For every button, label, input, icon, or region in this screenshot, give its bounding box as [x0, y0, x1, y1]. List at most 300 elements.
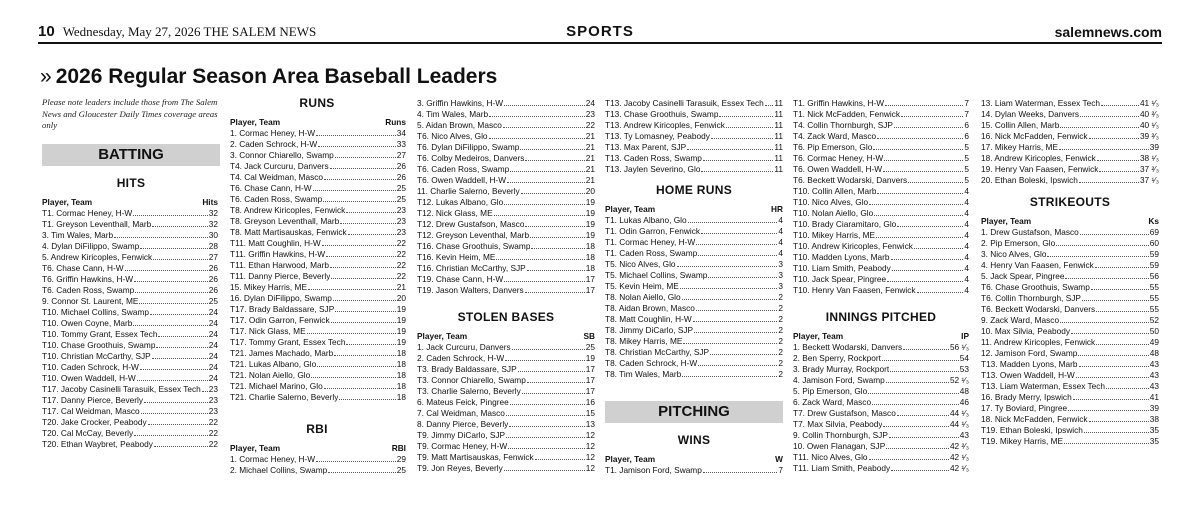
page-title — [40, 64, 497, 90]
rbi_cont-row — [417, 98, 595, 109]
headline-chevron: » — [40, 65, 52, 88]
stat-value: 37 ²⁄₃ — [1139, 164, 1159, 174]
player-team: 5. Andrew Kiricoples, Fenwick — [42, 252, 153, 262]
innings_cont-row — [981, 109, 1159, 120]
rbi_cont-row — [417, 263, 595, 274]
dot-leader — [333, 293, 396, 301]
dot-leader — [504, 463, 585, 471]
wins_cont-row — [793, 263, 969, 274]
dot-leader — [525, 153, 584, 161]
player-team: T8. Greyson Leventhall, Marb — [230, 216, 340, 226]
dot-leader — [510, 397, 585, 405]
dot-leader — [489, 109, 585, 117]
player-team: 9. Connor St. Laurent, ME — [42, 296, 139, 306]
stat-value: 19 — [585, 230, 595, 240]
player-team: 17. Ty Boviard, Pingree — [981, 403, 1068, 413]
stat-value: 19 — [396, 315, 406, 325]
strikeouts-row — [981, 249, 1159, 260]
innings-row — [793, 375, 969, 386]
dot-leader — [331, 315, 396, 323]
dot-leader — [1056, 238, 1149, 246]
dot-leader — [331, 271, 395, 279]
stat-value: 38 ¹⁄₃ — [1139, 153, 1159, 163]
dot-leader — [891, 463, 949, 471]
stat-value: 38 — [1149, 414, 1159, 424]
player-team: 5. Pip Emerson, Glo — [793, 386, 868, 396]
player-team: T6. Dylan DiFilippo, Swamp — [417, 142, 520, 152]
dot-leader — [897, 408, 949, 416]
player-team: 15. Collin Allen, Marb — [981, 120, 1060, 130]
dot-leader — [889, 430, 959, 438]
dot-leader — [340, 216, 395, 224]
dot-leader — [1080, 227, 1149, 235]
player-team: T1. Odin Garron, Fenwick — [605, 226, 700, 236]
player-team: T19. Jason Walters, Danvers — [417, 285, 524, 295]
stat-value: 11 — [774, 142, 783, 152]
dot-leader — [1089, 131, 1139, 139]
stat-value: 19 — [585, 219, 595, 229]
strikeouts-row — [981, 282, 1159, 293]
stat-value: 5 — [964, 175, 969, 185]
stolen_bases-row — [417, 419, 595, 430]
stat-value: 12 — [585, 441, 595, 451]
player-team: T11. Liam Smith, Peabody — [793, 463, 891, 473]
dot-leader — [316, 128, 396, 136]
strikeouts-row — [981, 271, 1159, 282]
dot-leader — [726, 120, 773, 128]
home_runs-row — [605, 215, 783, 226]
hits-header-row — [42, 197, 218, 208]
stat-value: 2 — [778, 369, 783, 379]
player-team: T12. Nick Glass, ME — [417, 208, 493, 218]
dot-leader — [719, 109, 773, 117]
player-team: T6. Beckett Wodarski, Danvers — [981, 304, 1096, 314]
dot-leader — [154, 439, 208, 447]
rbi-title: RBI — [306, 422, 328, 436]
player-team: 4. Tim Wales, Marb — [417, 109, 489, 119]
player-team: 2. Ben Sperry, Rockport — [793, 353, 881, 363]
stat-value: 52 — [1149, 315, 1159, 325]
sb_cont-row — [605, 164, 783, 175]
dot-leader — [317, 359, 396, 367]
player-team: T1. Lukas Albano, Glo — [605, 215, 687, 225]
player-team: T6. Owen Waddell, H-W — [793, 164, 883, 174]
stolen-bases-title: STOLEN BASES — [457, 310, 555, 324]
strikeouts-row — [981, 326, 1159, 337]
player-team: T13. Max Parent, SJP — [605, 142, 687, 152]
stat-value: 54 — [959, 353, 969, 363]
stat-value: 43 — [959, 430, 969, 440]
dot-leader — [134, 274, 208, 282]
player-team: T10. Christian McCarthy, SJP — [42, 351, 151, 361]
dot-leader — [504, 274, 585, 282]
player-team: T6. Beckett Wodarski, Danvers — [793, 175, 908, 185]
strikeouts-row — [981, 425, 1159, 436]
dot-leader — [703, 465, 778, 473]
stolen_bases-row — [417, 375, 595, 386]
player-team: T13. Ty Lomasney, Peabody — [605, 131, 710, 141]
stat-value: 4 — [964, 241, 969, 251]
dot-leader — [335, 304, 396, 312]
player-team: 4. Henry Van Faasen, Fenwick — [981, 260, 1094, 270]
player-team: T10. Tommy Grant, Essex Tech — [42, 329, 158, 339]
player-team: T5. Nico Alves, Glo — [605, 259, 676, 269]
hits-row — [42, 428, 218, 439]
stat-value: 24 — [585, 98, 595, 108]
dot-leader — [869, 452, 949, 460]
player-team: 18. Nick McFadden, Fenwick — [981, 414, 1088, 424]
hits-row — [42, 307, 218, 318]
player-team: T13. Caden Ross, Swamp — [605, 153, 702, 163]
sb_cont-row — [605, 120, 783, 131]
hits-row — [42, 417, 218, 428]
stat-value: 50 — [1149, 326, 1159, 336]
header-player-team: Player, Team — [605, 204, 656, 214]
wins_cont-row — [793, 131, 969, 142]
dot-leader — [527, 263, 585, 271]
wins_cont-row — [793, 98, 969, 109]
dot-leader — [489, 131, 585, 139]
stat-value: 7 — [778, 465, 783, 475]
stat-value: 2 — [778, 358, 783, 368]
header-spacer — [655, 204, 771, 215]
dot-leader — [330, 161, 396, 169]
section-label: SPORTS — [566, 23, 634, 40]
innings_cont-row — [981, 120, 1159, 131]
dot-leader — [876, 230, 963, 238]
dot-leader — [148, 417, 208, 425]
dot-leader — [891, 252, 964, 260]
stat-value: 48 — [959, 386, 969, 396]
innings-row — [793, 386, 969, 397]
sb_cont-row — [605, 153, 783, 164]
header-stat: RBI — [391, 443, 406, 453]
player-team: T17. Tommy Grant, Essex Tech — [230, 337, 346, 347]
player-team: 2. Michael Collins, Swamp — [230, 465, 328, 475]
dot-leader — [509, 419, 584, 427]
stat-value: 21 — [585, 153, 595, 163]
home_runs-header-row — [605, 204, 783, 215]
runs-row — [230, 348, 406, 359]
player-team: T19. Chase Cann, H-W — [417, 274, 504, 284]
runs-row — [230, 172, 406, 183]
stat-value: 39 ²⁄₃ — [1139, 131, 1159, 141]
innings_cont-row — [981, 175, 1159, 186]
dot-leader — [698, 248, 777, 256]
dot-leader — [680, 281, 778, 289]
innings-row — [793, 441, 969, 452]
rbi_cont-row — [417, 131, 595, 142]
player-team: T8. Caden Schrock, H-W — [605, 358, 698, 368]
dot-leader — [872, 397, 959, 405]
player-team: T8. Nolan Aiello, Glo — [605, 292, 681, 302]
dot-leader — [894, 120, 963, 128]
stat-value: 23 — [396, 205, 406, 215]
dot-leader — [1071, 326, 1149, 334]
player-team: 17. Mikey Harris, ME — [981, 142, 1058, 152]
stat-value: 4 — [964, 252, 969, 262]
dot-leader — [883, 419, 948, 427]
dot-leader — [682, 292, 778, 300]
stat-value: 49 — [1149, 337, 1159, 347]
rbi_cont-row — [417, 109, 595, 120]
stat-value: 17 — [585, 274, 595, 284]
stat-value: 21 — [585, 131, 595, 141]
dot-leader — [520, 142, 584, 150]
player-team: T21. Charlie Salerno, Beverly — [230, 392, 339, 402]
player-team: 2. Caden Schrock, H-W — [417, 353, 505, 363]
stat-value: 25 — [208, 296, 218, 306]
rbi-row — [230, 454, 406, 465]
stat-value: 33 — [396, 139, 406, 149]
dot-leader — [696, 237, 777, 245]
hits-row — [42, 296, 218, 307]
stat-value: 11 — [774, 120, 783, 130]
player-team: T9. Matt Martisauskas, Fenwick — [417, 452, 534, 462]
innings_cont-row — [981, 153, 1159, 164]
stat-value: 4 — [964, 230, 969, 240]
player-team: T6. Caden Ross, Swamp — [42, 285, 135, 295]
stat-value: 17 — [585, 285, 595, 295]
wins_cont-row — [793, 164, 969, 175]
player-team: T8. Aidan Brown, Masco — [605, 303, 695, 313]
rbi_cont-row — [417, 230, 595, 241]
dot-leader — [522, 386, 585, 394]
rbi_cont-row — [417, 153, 595, 164]
header-spacer — [280, 117, 385, 128]
stolen_bases-row — [417, 430, 595, 441]
stat-value: 44 ¹⁄₃ — [949, 419, 969, 429]
stat-value: 19 — [585, 353, 595, 363]
header-spacer — [92, 197, 202, 208]
home_runs-row — [605, 237, 783, 248]
stat-value: 18 — [396, 381, 406, 391]
stat-value: 29 — [396, 454, 406, 464]
dot-leader — [323, 194, 396, 202]
header-player-team: Player, Team — [417, 331, 468, 341]
player-team: T10. Mikey Harris, ME — [793, 230, 876, 240]
dot-leader — [152, 219, 207, 227]
strikeouts-row — [981, 315, 1159, 326]
dot-leader — [1047, 249, 1148, 257]
stat-value: 2 — [778, 303, 783, 313]
player-team: T13. Jaylen Severino, Glo — [605, 164, 701, 174]
player-team: T13. Owen Waddell, H-W — [981, 370, 1075, 380]
player-team: T6. Pip Emerson, Glo — [793, 142, 873, 152]
player-team: T3. Brady Baldassare, SJP — [417, 364, 517, 374]
stat-value: 22 — [396, 249, 406, 259]
player-team: 4. Dylan DiFilippo, Swamp — [42, 241, 140, 251]
rbi_cont-row — [417, 164, 595, 175]
dot-leader — [133, 318, 207, 326]
stat-value: 60 — [1149, 238, 1159, 248]
home_runs-row — [605, 270, 783, 281]
stat-value: 4 — [778, 237, 783, 247]
stat-value: 21 — [396, 282, 406, 292]
player-team: T13. Liam Waterman, Essex Tech — [981, 381, 1106, 391]
wins_cont-row — [793, 175, 969, 186]
player-team: T8. Christian McCarthy, SJP — [605, 347, 710, 357]
stat-value: 37 ¹⁄₃ — [1139, 175, 1159, 185]
player-team: 1. Drew Gustafson, Masco — [981, 227, 1079, 237]
player-team: T10. Andrew Kiricoples, Fenwick — [793, 241, 913, 251]
player-team: 1. Cormac Heney, H-W — [230, 128, 316, 138]
dot-leader — [908, 175, 963, 183]
rbi_cont-row — [417, 285, 595, 296]
stat-value: 27 — [396, 150, 406, 160]
hits-row — [42, 230, 218, 241]
wins_cont-row — [793, 241, 969, 252]
dot-leader — [141, 406, 208, 414]
dot-leader — [688, 215, 778, 223]
dot-leader — [1064, 436, 1149, 444]
player-team: T8. Matt Martisauskas, Fenwick — [230, 227, 347, 237]
dot-leader — [518, 364, 585, 372]
dot-leader — [334, 348, 395, 356]
player-team: T6. Griffin Hawkins, H-W — [42, 274, 134, 284]
stat-value: 2 — [778, 336, 783, 346]
hits-row — [42, 252, 218, 263]
rbi_cont-row — [417, 241, 595, 252]
wins_cont-row — [793, 197, 969, 208]
header-stat: W — [775, 454, 783, 464]
stat-value: 23 — [585, 109, 595, 119]
stat-value: 22 — [208, 417, 218, 427]
dot-leader — [683, 336, 777, 344]
stat-value: 5 — [964, 153, 969, 163]
strikeouts-row — [981, 436, 1159, 447]
innings_cont-row — [981, 98, 1159, 109]
player-team: T10. Owen Waddell, H-W — [42, 373, 136, 383]
dot-leader — [504, 197, 585, 205]
innings-pitched-title: INNINGS PITCHED — [825, 310, 937, 324]
stat-value: 35 — [1149, 425, 1159, 435]
stat-value: 43 — [1149, 381, 1159, 391]
stat-value: 18 — [585, 252, 595, 262]
stat-value: 4 — [964, 219, 969, 229]
dot-leader — [140, 362, 208, 370]
stat-value: 22 — [396, 271, 406, 281]
player-team: 3. Tim Wales, Marb — [42, 230, 114, 240]
header-player-team: Player, Team — [42, 197, 93, 207]
dot-leader — [892, 263, 964, 271]
player-team: 3. Griffin Hawkins, H-W — [417, 98, 504, 108]
player-team: 10. Max Silvia, Peabody — [981, 326, 1071, 336]
dot-leader — [885, 98, 963, 106]
wins_cont-row — [793, 219, 969, 230]
dot-leader — [311, 370, 396, 378]
hits-row — [42, 318, 218, 329]
stat-value: 24 — [208, 362, 218, 372]
stat-value: 17 — [585, 364, 595, 374]
strikeouts-row — [981, 392, 1159, 403]
home_runs-row — [605, 248, 783, 259]
dot-leader — [135, 285, 208, 293]
dot-leader — [887, 274, 963, 282]
headline-text: 2026 Regular Season Area Baseball Leaders — [55, 65, 498, 88]
stat-value: 22 — [396, 260, 406, 270]
dot-leader — [346, 337, 395, 345]
stat-value: 25 — [396, 465, 406, 475]
dot-leader — [507, 175, 585, 183]
stat-value: 18 — [396, 370, 406, 380]
player-team: T20. Jake Crocker, Peabody — [42, 417, 147, 427]
rbi_cont-row — [417, 252, 595, 263]
player-team: 16. Brady Merry, Ipswich — [981, 392, 1072, 402]
dot-leader — [1091, 282, 1149, 290]
player-team: 3. Connor Chiarello, Swamp — [230, 150, 334, 160]
header-stat: SB — [583, 331, 595, 341]
dot-leader — [1096, 304, 1149, 312]
stat-value: 3 — [778, 281, 783, 291]
dot-leader — [765, 98, 774, 106]
player-team: 6. Mateus Feick, Pingree — [417, 397, 509, 407]
stat-value: 5 — [964, 164, 969, 174]
player-team: T13. Chase Groothuis, Swamp — [605, 109, 719, 119]
rbi-header-row — [230, 443, 406, 454]
wins-row — [605, 465, 783, 476]
hits-row — [42, 406, 218, 417]
stat-value: 21 — [585, 175, 595, 185]
dot-leader — [330, 260, 396, 268]
player-team: 1. Jack Curcuru, Danvers — [417, 342, 511, 352]
rbi_cont-row — [417, 142, 595, 153]
hits-row — [42, 274, 218, 285]
stat-value: 22 — [396, 238, 406, 248]
dot-leader — [682, 369, 777, 377]
home_runs-row — [605, 292, 783, 303]
innings-row — [793, 397, 969, 408]
player-team: T10. Jack Spear, Pingree — [793, 274, 887, 284]
hits-row — [42, 351, 218, 362]
page-number: 10 — [38, 23, 55, 40]
stolen_bases-row — [417, 386, 595, 397]
hits-row — [42, 263, 218, 274]
stolen_bases-row — [417, 353, 595, 364]
dot-leader — [873, 142, 963, 150]
strikeouts-row — [981, 293, 1159, 304]
runs-row — [230, 381, 406, 392]
player-team: 9. Zack Ward, Masco — [981, 315, 1060, 325]
stat-value: 19 — [585, 197, 595, 207]
dot-leader — [506, 430, 585, 438]
dot-leader — [1082, 293, 1149, 301]
runs-row — [230, 128, 406, 139]
coverage-note: Please note leaders include those from The Salem News and Gloucester Daily Times coverage areas only — [42, 97, 218, 130]
stat-value: 2 — [778, 325, 783, 335]
player-team: T11. Matt Coughlin, H-W — [230, 238, 321, 248]
header-stat: HR — [771, 204, 783, 214]
dot-leader — [512, 342, 585, 350]
runs-row — [230, 315, 406, 326]
dot-leader — [903, 342, 949, 350]
innings-row — [793, 452, 969, 463]
stat-value: 13 — [585, 419, 595, 429]
dot-leader — [505, 353, 585, 361]
innings-row — [793, 463, 969, 474]
stat-value: 27 — [208, 252, 218, 262]
innings_cont-row — [981, 164, 1159, 175]
stat-value: 7 — [964, 98, 969, 108]
player-team: T1. Griffin Hawkins, H-W — [793, 98, 885, 108]
rbi_cont-row — [417, 219, 595, 230]
player-team: T10. Liam Smith, Peabody — [793, 263, 891, 273]
site-link[interactable]: salemnews.com — [1054, 24, 1162, 40]
masthead — [38, 22, 1162, 44]
dot-leader — [328, 465, 395, 473]
dot-leader — [901, 109, 963, 117]
strikeouts-row — [981, 359, 1159, 370]
